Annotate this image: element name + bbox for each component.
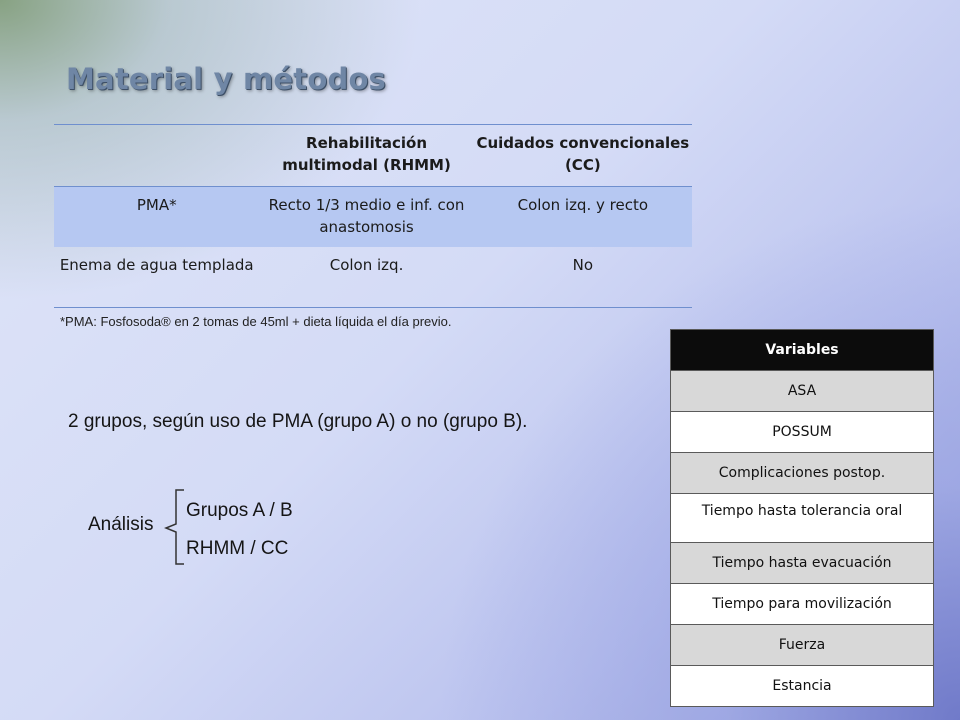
variable-item: Tiempo para movilización [671, 584, 934, 625]
table-row [671, 666, 934, 707]
table-cell: No [572, 255, 594, 274]
table-cell: Colon izq. y recto [517, 196, 649, 214]
comparison-table [54, 124, 692, 308]
variable-item: Estancia [671, 666, 934, 707]
table-cell: Enema de agua templada [59, 255, 254, 274]
variable-item: Complicaciones postop. [671, 453, 934, 494]
groups-description: 2 grupos, según uso de PMA (grupo A) o no (grupo B). [68, 411, 528, 432]
table-row [671, 543, 934, 584]
variable-item-text: Tiempo hasta tolerancia oral [701, 503, 903, 519]
table-cell: Colon izq. [329, 255, 404, 274]
table-header-cc: Cuidados convencionales (CC) [476, 134, 690, 174]
variable-item [671, 494, 934, 543]
variables-header: Variables [671, 330, 934, 371]
slide-title: Material y métodos [66, 62, 387, 96]
variable-item: POSSUM [671, 412, 934, 453]
variable-item: Tiempo hasta evacuación [671, 543, 934, 584]
variables-header-row [671, 330, 934, 371]
variable-item: Fuerza [671, 625, 934, 666]
table-footnote: *PMA: Fosfosoda® en 2 tomas de 45ml + dieta líquida el día previo. [60, 314, 452, 329]
table-row [671, 494, 934, 543]
table-cell: Recto 1/3 medio e inf. con anastomosis [268, 196, 465, 236]
bracket-shape [164, 488, 188, 568]
table-row [671, 625, 934, 666]
analysis-label: Análisis [88, 514, 154, 535]
table-row [671, 453, 934, 494]
table-row [54, 247, 692, 308]
analysis-item-rhmm-cc: RHMM / CC [186, 538, 289, 559]
analysis-item-groups: Grupos A / B [186, 500, 293, 521]
variable-item: ASA [671, 371, 934, 412]
table-header-rhmm: Rehabilitación multimodal (RHMM) [282, 134, 451, 174]
table-row [54, 187, 692, 247]
table-cell: PMA* [136, 196, 177, 214]
variables-table [670, 329, 934, 707]
table-header-empty [54, 125, 259, 187]
table-row [671, 371, 934, 412]
table-row [671, 412, 934, 453]
table-row [671, 584, 934, 625]
table-header-row [54, 125, 692, 187]
